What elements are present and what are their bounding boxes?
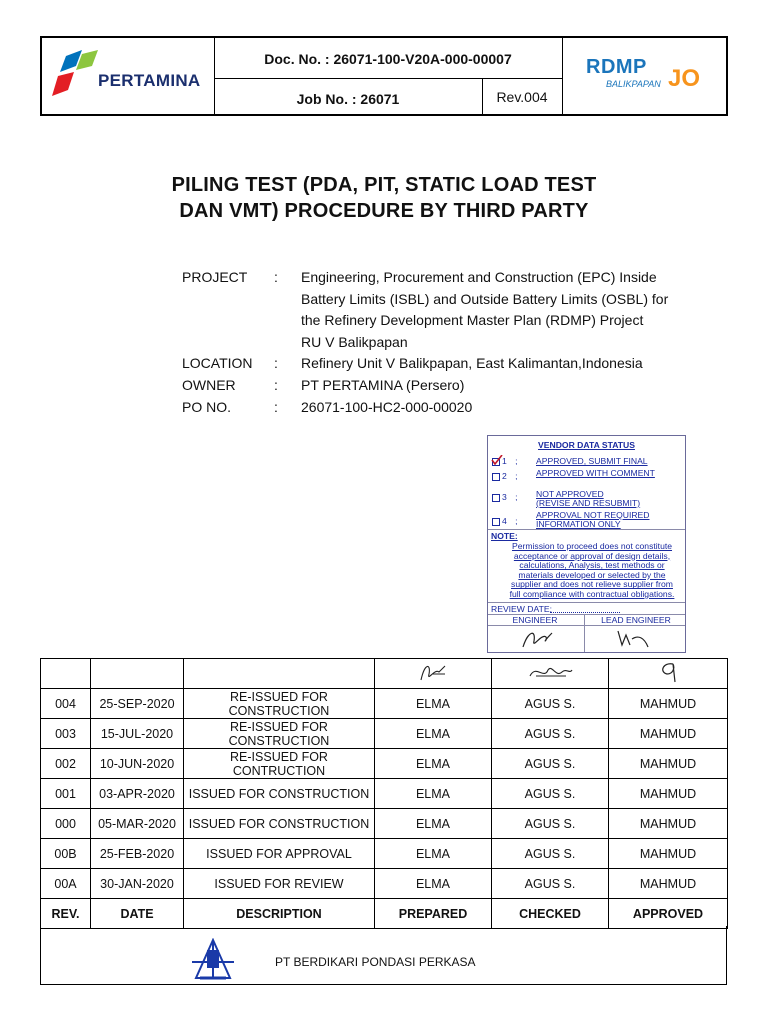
po-label: PO NO. — [182, 399, 232, 415]
approved-cell: MAHMUD — [609, 779, 728, 809]
rdmp-logo-text: RDMP — [586, 56, 647, 78]
checked-cell: AGUS S. — [492, 779, 609, 809]
project-label: PROJECT — [182, 269, 248, 285]
option-number: 2 — [502, 471, 507, 481]
checked-signature-icon — [526, 660, 574, 684]
approved-cell: MAHMUD — [609, 689, 728, 719]
description-cell — [184, 689, 375, 719]
description-line: ISSUED FOR CONSTRUCTION — [188, 816, 370, 831]
col-header-rev: REV. — [41, 899, 91, 929]
rev-cell: 003 — [41, 719, 91, 749]
approved-cell: MAHMUD — [609, 869, 728, 899]
approved-cell: MAHMUD — [609, 809, 728, 839]
checked-cell: AGUS S. — [492, 689, 609, 719]
location-colon: : — [274, 355, 278, 371]
option-text: NOT APPROVED — [536, 489, 604, 499]
date-cell: 25-FEB-2020 — [91, 839, 184, 869]
note-line: calculations, Analysis, test methods or — [519, 560, 665, 571]
checked-cell: AGUS S. — [492, 809, 609, 839]
option-number: 3 — [502, 492, 507, 502]
description-line: CONSTRUCTION — [228, 733, 330, 748]
checked-cell: AGUS S. — [492, 839, 609, 869]
project-line: Engineering, Procurement and Construction (EPC) Inside — [301, 269, 657, 285]
project-line: Battery Limits (ISBL) and Outside Battery Limits (OSBL) for — [301, 290, 669, 307]
description-line: CONSTRUCTION — [228, 703, 330, 718]
owner-colon: : — [274, 377, 278, 393]
po-colon: : — [274, 399, 278, 415]
table-row — [41, 749, 728, 779]
description-line: RE-ISSUED FOR — [230, 749, 328, 764]
option-separator: ; — [515, 492, 518, 502]
berdikari-logo-icon — [190, 938, 236, 980]
engineer-label: ENGINEER — [512, 615, 558, 625]
rev-cell: 00A — [41, 869, 91, 899]
option-text: APPROVED WITH COMMENT — [536, 468, 655, 478]
checkbox-icon — [492, 518, 500, 526]
status-option-4 — [492, 516, 518, 526]
project-colon: : — [274, 269, 278, 285]
prepared-cell: ELMA — [375, 719, 492, 749]
status-option-3 — [492, 492, 518, 502]
description-line: ISSUED FOR CONSTRUCTION — [188, 786, 370, 801]
col-header-prepared: PREPARED — [375, 899, 492, 929]
po-value: 26071-100-HC2-000-00020 — [301, 399, 473, 415]
option-number: 4 — [502, 516, 507, 526]
status-option-2 — [492, 471, 518, 481]
table-cell — [375, 659, 492, 689]
table-cell — [609, 659, 728, 689]
owner-value: PT PERTAMINA (Persero) — [301, 377, 465, 393]
note-body — [502, 542, 682, 600]
note-line: supplier and does not relieve supplier from — [511, 579, 673, 590]
prepared-cell: ELMA — [375, 689, 492, 719]
table-row — [41, 779, 728, 809]
description-line: CONTRUCTION — [232, 763, 326, 778]
date-cell: 15-JUL-2020 — [91, 719, 184, 749]
checkbox-icon — [492, 458, 500, 466]
description-line: RE-ISSUED FOR — [230, 719, 328, 734]
rev-cell: 00B — [41, 839, 91, 869]
note-line: acceptance or approval of design details, — [513, 550, 671, 561]
note-label: NOTE: — [491, 531, 518, 541]
rev-cell: 000 — [41, 809, 91, 839]
stamp-title: VENDOR DATA STATUS — [538, 440, 635, 450]
prepared-cell: ELMA — [375, 839, 492, 869]
option-subtext: (REVISE AND RESUBMIT) — [536, 498, 641, 508]
table-row — [41, 809, 728, 839]
rdmp-jo-logo — [586, 56, 716, 96]
document-title-line-1: PILING TEST (PDA, PIT, STATIC LOAD TEST — [171, 174, 597, 196]
project-line: RU V Balikpapan — [301, 333, 408, 350]
description-line: ISSUED FOR REVIEW — [214, 876, 344, 891]
review-date-line — [550, 612, 620, 613]
rev-cell: 004 — [41, 689, 91, 719]
project-value — [301, 267, 701, 353]
location-label: LOCATION — [182, 355, 253, 371]
col-header-description: DESCRIPTION — [184, 899, 375, 929]
table-row — [41, 869, 728, 899]
table-cell — [41, 659, 91, 689]
signature-row — [41, 659, 728, 689]
approved-cell: MAHMUD — [609, 719, 728, 749]
table-cell — [184, 659, 375, 689]
project-line: the Refinery Development Master Plan (RDMP) Project — [301, 312, 644, 328]
rev-cell: 002 — [41, 749, 91, 779]
lead-engineer-signature-icon — [614, 627, 654, 651]
checkbox-icon — [492, 494, 500, 502]
description-cell — [184, 839, 375, 869]
vendor-data-status-stamp — [487, 435, 686, 653]
date-cell: 25-SEP-2020 — [91, 689, 184, 719]
prepared-cell: ELMA — [375, 779, 492, 809]
table-cell — [492, 659, 609, 689]
option-subtext: INFORMATION ONLY — [536, 519, 621, 529]
option-text: APPROVAL NOT REQUIRED — [536, 510, 650, 520]
checkbox-icon — [492, 473, 500, 481]
rdmp-logo-sub: BALIKPAPAN — [606, 79, 661, 89]
owner-label: OWNER — [182, 377, 236, 393]
date-cell: 10-JUN-2020 — [91, 749, 184, 779]
prepared-signature-icon — [415, 660, 451, 684]
prepared-cell: ELMA — [375, 809, 492, 839]
document-header — [40, 36, 728, 116]
option-text: APPROVED, SUBMIT FINAL — [536, 456, 648, 466]
jo-logo-text: JO — [668, 65, 701, 92]
option-number: 1 — [502, 456, 507, 466]
job-number: Job No. : 26071 — [296, 91, 400, 107]
description-line: RE-ISSUED FOR — [230, 689, 328, 704]
date-cell: 03-APR-2020 — [91, 779, 184, 809]
review-date-label: REVIEW DATE: — [491, 604, 552, 614]
table-row — [41, 839, 728, 869]
date-cell: 05-MAR-2020 — [91, 809, 184, 839]
checkmark-icon — [491, 455, 503, 465]
location-value: Refinery Unit V Balikpapan, East Kalimantan,Indonesia — [301, 355, 643, 371]
table-header-row — [41, 899, 728, 929]
table-row — [41, 689, 728, 719]
description-cell — [184, 779, 375, 809]
description-line: ISSUED FOR APPROVAL — [206, 846, 352, 861]
option-separator: ; — [515, 456, 518, 466]
prepared-cell: ELMA — [375, 749, 492, 779]
table-row — [41, 719, 728, 749]
option-separator: ; — [515, 471, 518, 481]
note-line: Permission to proceed does not constitute — [511, 541, 673, 551]
date-cell: 30-JAN-2020 — [91, 869, 184, 899]
approved-cell: MAHMUD — [609, 749, 728, 779]
checked-cell: AGUS S. — [492, 719, 609, 749]
lead-engineer-label: LEAD ENGINEER — [601, 615, 671, 625]
checked-cell: AGUS S. — [492, 869, 609, 899]
description-cell — [184, 749, 375, 779]
col-header-approved: APPROVED — [609, 899, 728, 929]
checked-cell: AGUS S. — [492, 749, 609, 779]
revision-number: Rev.004 — [496, 89, 548, 105]
option-separator: ; — [515, 516, 518, 526]
table-cell — [91, 659, 184, 689]
note-line: full compliance with contractual obligations. — [509, 588, 675, 599]
doc-number: Doc. No. : 26071-100-V20A-000-00007 — [264, 51, 512, 67]
document-title-line-2: DAN VMT) PROCEDURE BY THIRD PARTY — [179, 200, 589, 222]
description-cell — [184, 809, 375, 839]
engineer-signature-icon — [518, 627, 558, 651]
pertamina-logo-icon — [52, 50, 102, 102]
col-header-checked: CHECKED — [492, 899, 609, 929]
approved-signature-icon — [653, 660, 683, 684]
contractor-name: PT BERDIKARI PONDASI PERKASA — [275, 955, 476, 969]
status-option-1 — [492, 456, 518, 466]
rev-cell: 001 — [41, 779, 91, 809]
note-line: materials developed or selected by the — [518, 569, 666, 580]
prepared-cell: ELMA — [375, 869, 492, 899]
description-cell — [184, 719, 375, 749]
description-cell — [184, 869, 375, 899]
company-name: PERTAMINA — [98, 71, 201, 90]
revision-table — [40, 658, 728, 929]
approved-cell: MAHMUD — [609, 839, 728, 869]
col-header-date: DATE — [91, 899, 184, 929]
